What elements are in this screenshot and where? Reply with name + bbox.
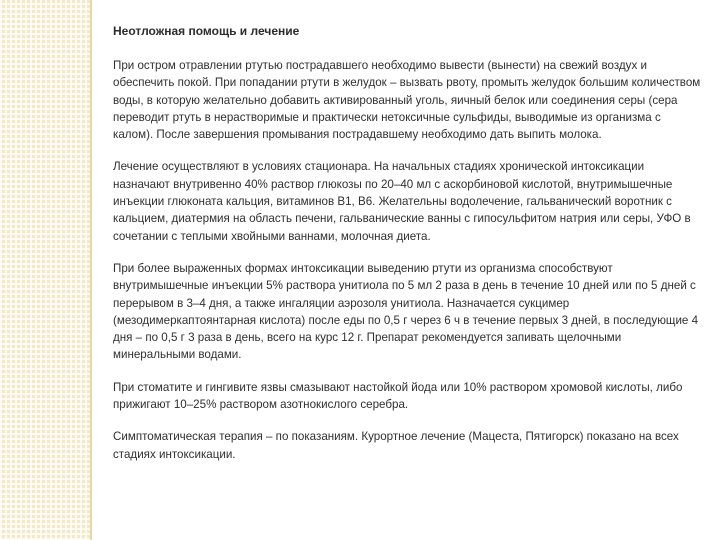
paragraph-first-aid: При остром отравлении ртутью пострадавшего необходимо вывести (вынести) на свежий воздух и обеспечить покой. При попадании ртути в желудок – вызвать рвоту, промыть желудок большим количеством воды, в которую желательно добавить активированный уголь, яичный белок или соединения серы (сера переводит ртуть в нерастворимые и практически нетоксичные сульфиды, выводимые из организма с калом). После завершения промывания пострадавшему необходимо дать выпить молока. [113, 59, 701, 142]
slide-title: Неотложная помощь и лечение [113, 24, 300, 38]
slide-content [113, 24, 703, 478]
side-pattern-decoration [0, 0, 90, 540]
side-divider [90, 0, 92, 540]
paragraph-stomatitis: При стоматите и гингивите язвы смазывают настойкой йода или 10% раствором хромовой кислоты, либо прижигают 10–25% раствором азотнокислого серебра. [113, 380, 683, 412]
paragraph-hospital-treatment: Лечение осуществляют в условиях стационара. На начальных стадиях хронической интоксикации назначают внутривенно 40% раствор глюкозы по 20–40 мл с аскорбиновой кислотой, внутримышечные инъекции глюконата кальция, витаминов B1, B6. Желательны водолечение, гальванический воротник с кальцием, диатермия на область печени, гальванические ванны с гипосульфитом натрия или серы, УФО в сочетании с теплыми хвойными ваннами, молочная диета. [113, 160, 691, 243]
paragraph-severe-intoxication: При более выраженных формах интоксикации выведению ртути из организма способствуют внутримышечные инъекции 5% раствора унитиола по 5 мл 2 раза в день в течение 10 дней или по 5 дней с перерывом в 3–4 дня, а также ингаляции аэрозоля унитиола. Назначается сукцимер (мезодимеркаптоянтарная кислота) после еды по 0,5 г через 6 ч в течение первых 3 дней, в последующие 4 дня – по 0,5 г 3 раза в день, всего на курс 12 г. Препарат рекомендуется запивать щелочными минеральными водами. [113, 261, 699, 362]
paragraph-symptomatic-therapy: Симптоматическая терапия – по показаниям. Курортное лечение (Мацеста, Пятигорск) показано на всех стадиях интоксикации. [113, 430, 679, 461]
